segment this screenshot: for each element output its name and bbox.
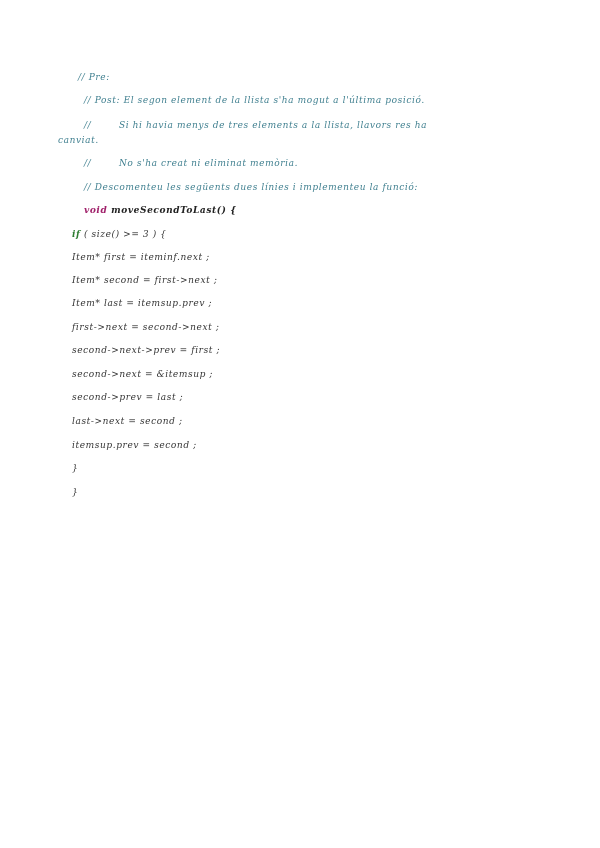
comment-post-line2: // Si hi havia menys de tres elements a la llista, llavors res ha [84, 121, 428, 131]
code-line: Item* second = first->next ; [72, 276, 218, 286]
code-line: first->next = second->next ; [72, 323, 220, 333]
void-keyword: void [84, 206, 108, 216]
function-name: moveSecondToLast() { [107, 206, 237, 216]
code-line: second->next->prev = first ; [72, 346, 221, 356]
code-line: second->next = &itemsup ; [72, 370, 214, 380]
comment-post-line2-wrap: canviat. [58, 136, 99, 146]
code-line: Item* last = itemsup.prev ; [72, 299, 213, 309]
comment-post-line3: // No s'ha creat ni eliminat memòria. [84, 159, 299, 169]
comment-pre: // Pre: [78, 73, 110, 83]
closing-brace-if: } [72, 464, 79, 474]
code-line: last->next = second ; [72, 417, 183, 427]
closing-brace-function: } [72, 488, 79, 498]
code-line: second->prev = last ; [72, 393, 184, 403]
if-condition: ( size() >= 3 ) { [80, 230, 167, 240]
if-keyword: if [72, 230, 81, 240]
comment-uncomment: // Descomenteu les següents dues línies i implementeu la funció: [84, 183, 418, 193]
comment-post: // Post: El segon element de la llista s'ha mogut a l'última posició. [84, 96, 425, 106]
code-line: itemsup.prev = second ; [72, 441, 197, 451]
function-signature [84, 205, 237, 217]
code-line: Item* first = iteminf.next ; [72, 253, 210, 263]
if-statement [72, 229, 167, 241]
